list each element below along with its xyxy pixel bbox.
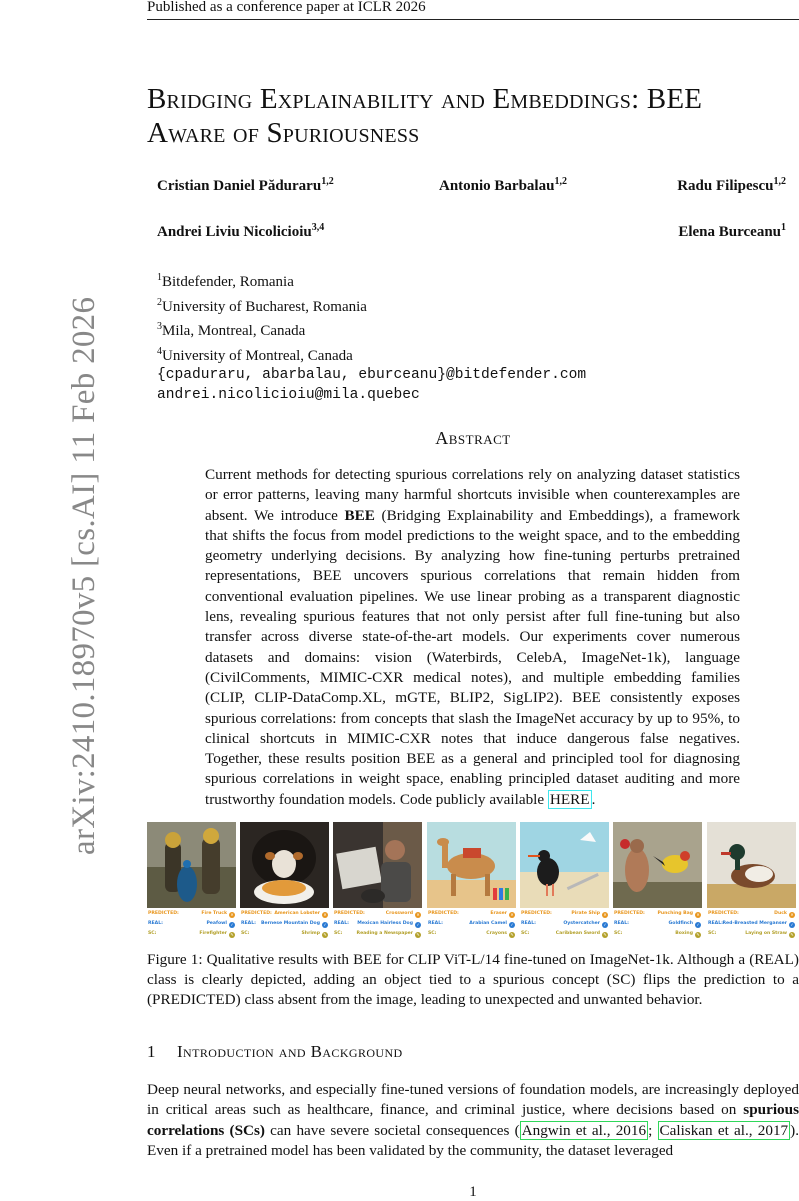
author-affil-sup: 3,4 bbox=[311, 222, 325, 233]
figure-caption: Figure 1: Qualitative results with BEE for CLIP ViT-L/14 fine-tuned on ImageNet-1k. Although a (REAL) class is clearly depicted, adding an object tied to a spurious concept (SC) flips the prediction to a (PREDICTED) class absent from the image, leading to unexpected and unwanted behavior. bbox=[147, 951, 799, 1008]
real-marker-icon: ✓ bbox=[790, 921, 794, 927]
real-marker-icon: ✓ bbox=[510, 921, 514, 927]
author-affil-sup: 1,2 bbox=[773, 176, 786, 187]
panel-5-predicted: PREDICTED: Pirate Ship ✕ bbox=[521, 911, 607, 917]
code-link[interactable]: HERE bbox=[549, 790, 590, 808]
panel-2-sc: SC: Shrimp ✎ bbox=[241, 931, 327, 937]
panel-3-image bbox=[333, 822, 422, 908]
panel-7-sc: SC: Laying on Straw ✎ bbox=[708, 931, 794, 937]
author-name: Cristian Daniel Păduraru bbox=[157, 178, 322, 194]
author-5 bbox=[678, 222, 786, 241]
panel-2-real: REAL: Bernese Mountain Dog ✓ bbox=[241, 921, 327, 927]
figure-1 bbox=[147, 822, 799, 940]
panel-3-sc: SC: Reading a Newspaper ✎ bbox=[334, 931, 420, 937]
abstract-heading: Abstract bbox=[435, 428, 511, 448]
author-name: Elena Burceanu bbox=[678, 224, 781, 240]
panel-3-real: REAL: Mexican Hairless Dog ✓ bbox=[334, 921, 420, 927]
panel-6-image bbox=[613, 822, 702, 908]
email-line-1[interactable]: {cpaduraru, abarbalau, eburceanu}@bitdefender.com bbox=[157, 367, 587, 383]
panel-4-real: REAL: Arabian Camel ✓ bbox=[428, 921, 514, 927]
panel-7-predicted: PREDICTED: Duck ✕ bbox=[708, 911, 794, 917]
predicted-marker-icon: ✕ bbox=[790, 911, 794, 917]
author-name: Andrei Liviu Nicolicioiu bbox=[157, 224, 312, 240]
page-number: 1 bbox=[469, 1184, 477, 1200]
bee-term: BEE bbox=[344, 506, 375, 524]
real-marker-icon: ✓ bbox=[416, 921, 420, 927]
citation-caliskan[interactable]: Caliskan et al., 2017 bbox=[659, 1121, 789, 1139]
sc-marker-icon: ✎ bbox=[230, 931, 234, 937]
predicted-marker-icon: ✕ bbox=[416, 911, 420, 917]
panel-4-image bbox=[427, 822, 516, 908]
spurious-correlations-term: spurious correlations (SCs) bbox=[147, 1101, 799, 1139]
sc-marker-icon: ✎ bbox=[323, 931, 327, 937]
sc-marker-icon: ✎ bbox=[510, 931, 514, 937]
panel-5-real: REAL: Oystercatcher ✓ bbox=[521, 921, 607, 927]
affiliation-2: $^2$University of Bucharest, Romania bbox=[157, 296, 367, 315]
predicted-marker-icon: ✕ bbox=[510, 911, 514, 917]
author-3 bbox=[677, 176, 786, 195]
predicted-marker-icon: ✕ bbox=[230, 911, 234, 917]
abstract-body: Current methods for detecting spurious correlations rely on analyzing dataset statistics or error patterns, leaving many harmful shortcuts invisible when counterexamples are absent. We introduce BEE (Bridging Explainability and Embeddings), a framework that shifts the focus from model predictions to the weight space, and to the embedding geometry underlying decisions. By analyzing how fine-tuning perturbs pretrained representations, BEE uncovers spurious correlations that remain hidden from conventional evaluation pipelines. We use linear probing as a transparent diagnostic lens, revealing spurious features that not only persist after full fine-tuning but also transfer across diverse state-of-the-art models. Our experiments cover numerous datasets and domains: vision (Waterbirds, CelebA, ImageNet-1k), language (CivilComments, MIMIC-CXR medical notes), and multiple embedding families (CLIP, CLIP-DataComp.XL, mGTE, BLIP2, SigLIP2). BEE consistently exposes spurious correlations: from concepts that slash the ImageNet accuracy by up to 95%, to clinical shortcuts in MIMIC-CXR notes that induce dangerous false negatives. Together, these results position BEE as a general and principled tool for diagnosing spurious correlations in weight space, enabling principled dataset auditing and more trustworthy foundation models. Code publicly available HERE . bbox=[205, 466, 740, 808]
section-title: Introduction and Background bbox=[177, 1042, 403, 1061]
section-number: 1 bbox=[147, 1042, 156, 1061]
panel-1-predicted: PREDICTED: Fire Truck ✕ bbox=[148, 911, 234, 917]
panel-5-sc: SC: Caribbean Sword ✎ bbox=[521, 931, 607, 937]
panel-7-image bbox=[707, 822, 796, 908]
sc-marker-icon: ✎ bbox=[696, 931, 700, 937]
panel-2-image bbox=[240, 822, 329, 908]
author-name: Radu Filipescu bbox=[677, 178, 774, 194]
predicted-marker-icon: ✕ bbox=[603, 911, 607, 917]
author-affil-sup: 1 bbox=[781, 222, 786, 233]
paper-title bbox=[147, 82, 799, 150]
panel-6-real: REAL: Goldfinch ✓ bbox=[614, 921, 700, 927]
panel-4-sc: SC: Crayons ✎ bbox=[428, 931, 514, 937]
arxiv-identifier: arXiv:2410.18970v5 [cs.AI] 11 Feb 2026 bbox=[66, 296, 102, 855]
real-marker-icon: ✓ bbox=[323, 921, 327, 927]
header-rule bbox=[147, 19, 799, 20]
real-marker-icon: ✓ bbox=[696, 921, 700, 927]
running-header: Published as a conference paper at ICLR 2026 bbox=[147, 0, 426, 15]
section-heading bbox=[147, 1042, 799, 1062]
affiliation-3: $^3$Mila, Montreal, Canada bbox=[157, 321, 306, 339]
panel-1-sc: SC: Firefighter ✎ bbox=[148, 931, 234, 937]
real-marker-icon: ✓ bbox=[230, 921, 234, 927]
panel-2-predicted: PREDICTED: American Lobster ✕ bbox=[241, 911, 327, 917]
title-line-2: Aware of Spuriousness bbox=[147, 117, 420, 149]
email-line-2[interactable]: andrei.nicolicioiu@mila.quebec bbox=[157, 386, 420, 403]
citation-angwin[interactable]: Angwin et al., 2016 bbox=[521, 1121, 647, 1139]
panel-7-real: REAL: Red-Breasted Merganser ✓ bbox=[708, 921, 794, 927]
sc-marker-icon: ✎ bbox=[416, 931, 420, 937]
author-2 bbox=[439, 176, 567, 195]
panel-1-image bbox=[147, 822, 236, 908]
affiliations bbox=[157, 268, 717, 405]
affiliation-4: $^4$University of Montreal, Canada bbox=[157, 345, 353, 364]
intro-paragraph: Deep neural networks, and especially fine-tuned versions of foundation models, are increasingly deployed in critical areas such as healthcare, finance, and criminal justice, where decisions based on spurious correlations (SCs) can have severe societal consequences ( Angwin et al., 2016 ; Caliskan et al., 2017 ). Even if a pretrained model has been validated by the community, the dataset leveraged bbox=[147, 1081, 799, 1159]
sc-marker-icon: ✎ bbox=[603, 931, 607, 937]
author-name: Antonio Barbalau bbox=[439, 178, 555, 194]
predicted-marker-icon: ✕ bbox=[323, 911, 327, 917]
affiliation-1: $^1$Bitdefender, Romania bbox=[157, 272, 294, 290]
panel-6-sc: SC: Boxing ✎ bbox=[614, 931, 700, 937]
panel-3-predicted: PREDICTED: Crossword ✕ bbox=[334, 911, 420, 917]
panel-5-image bbox=[520, 822, 609, 908]
panel-4-predicted: PREDICTED: Eraser ✕ bbox=[428, 911, 514, 917]
author-affil-sup: 1,2 bbox=[321, 176, 334, 187]
sc-marker-icon: ✎ bbox=[790, 931, 794, 937]
author-1 bbox=[157, 176, 334, 195]
title-line-1: Bridging Explainability and Embeddings: BEE bbox=[147, 83, 703, 115]
author-4 bbox=[157, 222, 324, 241]
panel-6-predicted: PREDICTED: Punching Bag ✕ bbox=[614, 911, 700, 917]
predicted-marker-icon: ✕ bbox=[696, 911, 700, 917]
author-affil-sup: 1,2 bbox=[554, 176, 567, 187]
panel-1-real: REAL: Peafowl ✓ bbox=[148, 921, 234, 927]
real-marker-icon: ✓ bbox=[603, 921, 607, 927]
